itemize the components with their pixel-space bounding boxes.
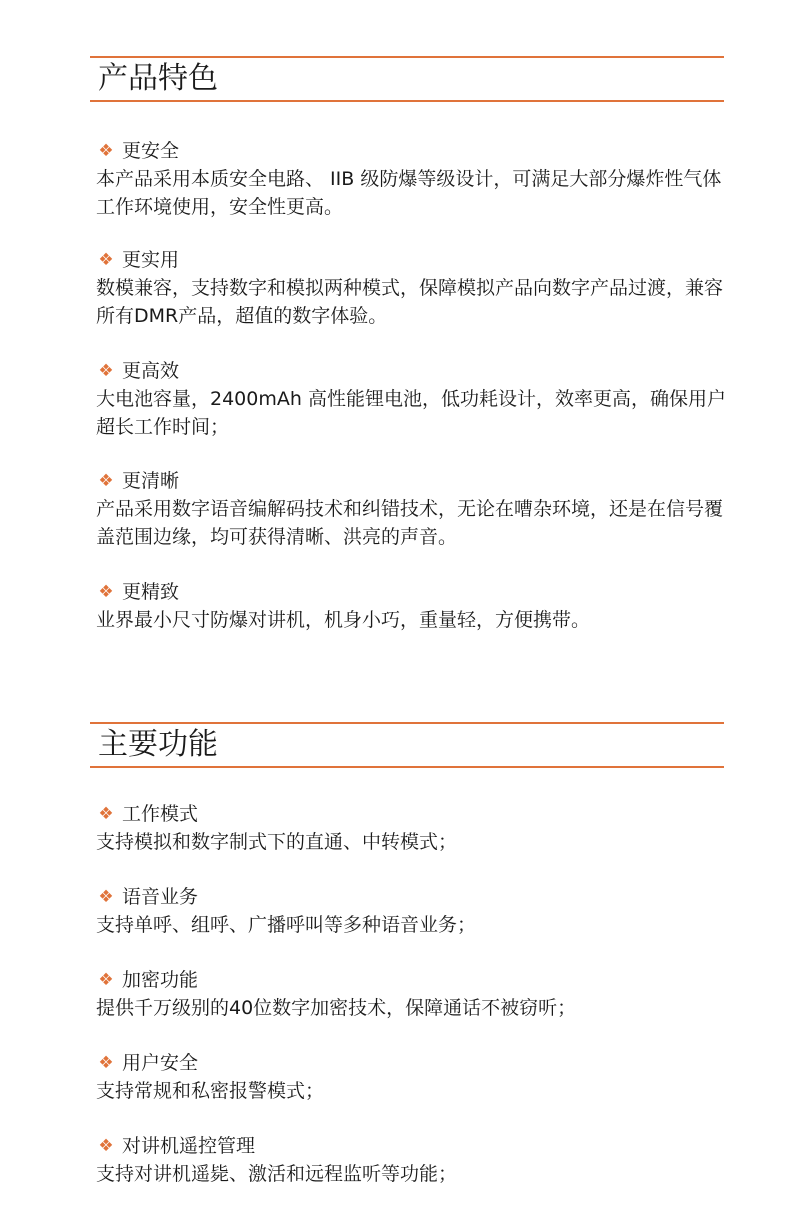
- diamond-bullet-icon: ❖: [98, 804, 114, 824]
- function-description: 支持模拟和数字制式下的直通、中转模式；: [96, 831, 458, 853]
- diamond-bullet-icon: ❖: [98, 1053, 114, 1073]
- feature-description: 本产品采用本质安全电路、 IIB 级防爆等级设计，可满足大部分爆炸性气体工作环境使用，安全性更高。: [96, 168, 722, 218]
- function-title: 用户安全: [122, 1052, 199, 1074]
- feature-description: 产品采用数字语音编解码技术和纠错技术，无论在嘈杂环境，还是在信号覆盖范围边缘，均可获得清晰、洪亮的声音。: [96, 498, 724, 548]
- diamond-bullet-icon: ❖: [98, 141, 114, 161]
- diamond-bullet-icon: ❖: [98, 582, 114, 602]
- diamond-bullet-icon: ❖: [98, 361, 114, 381]
- diamond-bullet-icon: ❖: [98, 250, 114, 270]
- feature-item-efficient: [96, 357, 736, 441]
- function-item-work-mode: [96, 800, 736, 856]
- feature-title: 更清晰: [122, 470, 180, 492]
- function-title: 加密功能: [122, 969, 199, 991]
- diamond-bullet-icon: ❖: [98, 887, 114, 907]
- function-description: 提供千万级别的40位数字加密技术，保障通话不被窃听；: [96, 997, 577, 1019]
- functions-section-header: [90, 722, 724, 768]
- feature-title: 更安全: [122, 140, 180, 162]
- function-title: 工作模式: [122, 803, 199, 825]
- function-item-remote-management: [96, 1132, 736, 1188]
- feature-title: 更实用: [122, 249, 180, 271]
- functions-section-title: 主要功能: [98, 727, 218, 762]
- diamond-bullet-icon: ❖: [98, 1136, 114, 1156]
- feature-description: 大电池容量，2400mAh 高性能锂电池，低功耗设计，效率更高，确保用户超长工作时间；: [96, 388, 726, 438]
- feature-title: 更精致: [122, 581, 180, 603]
- features-section-title: 产品特色: [98, 61, 218, 96]
- function-description: 支持对讲机遥毙、激活和远程监听等功能；: [96, 1163, 458, 1185]
- diamond-bullet-icon: ❖: [98, 970, 114, 990]
- function-item-voice-service: [96, 883, 736, 939]
- function-description: 支持单呼、组呼、广播呼叫等多种语音业务；: [96, 914, 477, 936]
- feature-description: 数模兼容，支持数字和模拟两种模式，保障模拟产品向数字产品过渡，兼容所有DMR产品，超值的数字体验。: [96, 277, 724, 327]
- function-item-encryption: [96, 966, 736, 1022]
- function-title: 对讲机遥控管理: [122, 1135, 256, 1157]
- feature-item-practical: [96, 246, 736, 330]
- features-section-header: [90, 56, 724, 102]
- feature-description: 业界最小尺寸防爆对讲机，机身小巧，重量轻，方便携带。: [96, 609, 591, 631]
- function-title: 语音业务: [122, 886, 199, 908]
- feature-item-clearer: [96, 467, 736, 551]
- diamond-bullet-icon: ❖: [98, 471, 114, 491]
- feature-item-safety: [96, 137, 736, 221]
- feature-item-compact: [96, 578, 736, 634]
- function-description: 支持常规和私密报警模式；: [96, 1080, 325, 1102]
- function-item-user-safety: [96, 1049, 736, 1105]
- feature-title: 更高效: [122, 360, 180, 382]
